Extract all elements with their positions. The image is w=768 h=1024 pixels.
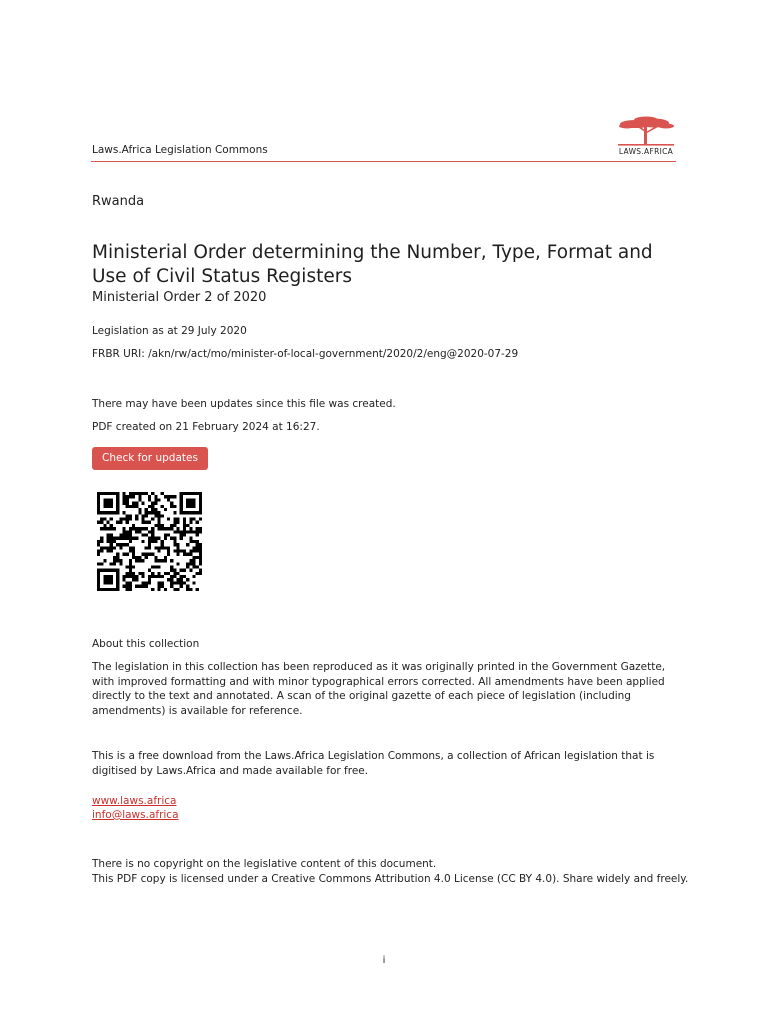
- frbr-uri: FRBR URI: /akn/rw/act/mo/minister-of-local-government/2020/2/eng@2020-07-29: [92, 348, 519, 360]
- legislation-date: Legislation as at 29 July 2020: [92, 325, 247, 337]
- acacia-tree-icon: [614, 114, 678, 148]
- qr-modules: [97, 492, 202, 591]
- logo-wordmark: LAWS.AFRICA: [618, 147, 674, 156]
- license-notice: This PDF copy is licensed under a Creative Commons Attribution 4.0 License (CC BY 4.0). Share widely and freely.: [92, 873, 689, 885]
- document-subtitle: Ministerial Order 2 of 2020: [92, 290, 267, 305]
- email-link[interactable]: info@laws.africa: [92, 809, 179, 821]
- country-name: Rwanda: [92, 194, 145, 209]
- about-paragraph: The legislation in this collection has been reproduced as it was originally printed in the Government Gazette, with improved formatting and with minor typographical errors corrected. All amendments have been applied directly to the text and annotated. A scan of the original gazette of each piece of legislation (including amendments) is available for reference.: [92, 661, 666, 717]
- copyright-notice: There is no copyright on the legislative content of this document.: [92, 858, 437, 870]
- document-title: Ministerial Order determining the Number, Type, Format and Use of Civil Status Registers: [92, 242, 653, 287]
- updates-notice: There may have been updates since this file was created.: [92, 398, 396, 410]
- qr-code-icon[interactable]: [97, 492, 202, 591]
- website-link[interactable]: www.laws.africa: [92, 795, 177, 807]
- laws-africa-logo: [614, 114, 678, 158]
- page-number: i: [382, 955, 386, 966]
- header-divider: [91, 161, 676, 162]
- free-download-paragraph: This is a free download from the Laws.Africa Legislation Commons, a collection of African legislation that is digitised by Laws.Africa and made available for free.: [92, 750, 655, 777]
- pdf-created-date: PDF created on 21 February 2024 at 16:27.: [92, 421, 320, 433]
- check-for-updates-button[interactable]: Check for updates: [92, 447, 208, 470]
- about-heading: About this collection: [92, 638, 200, 650]
- header-title: Laws.Africa Legislation Commons: [92, 144, 268, 156]
